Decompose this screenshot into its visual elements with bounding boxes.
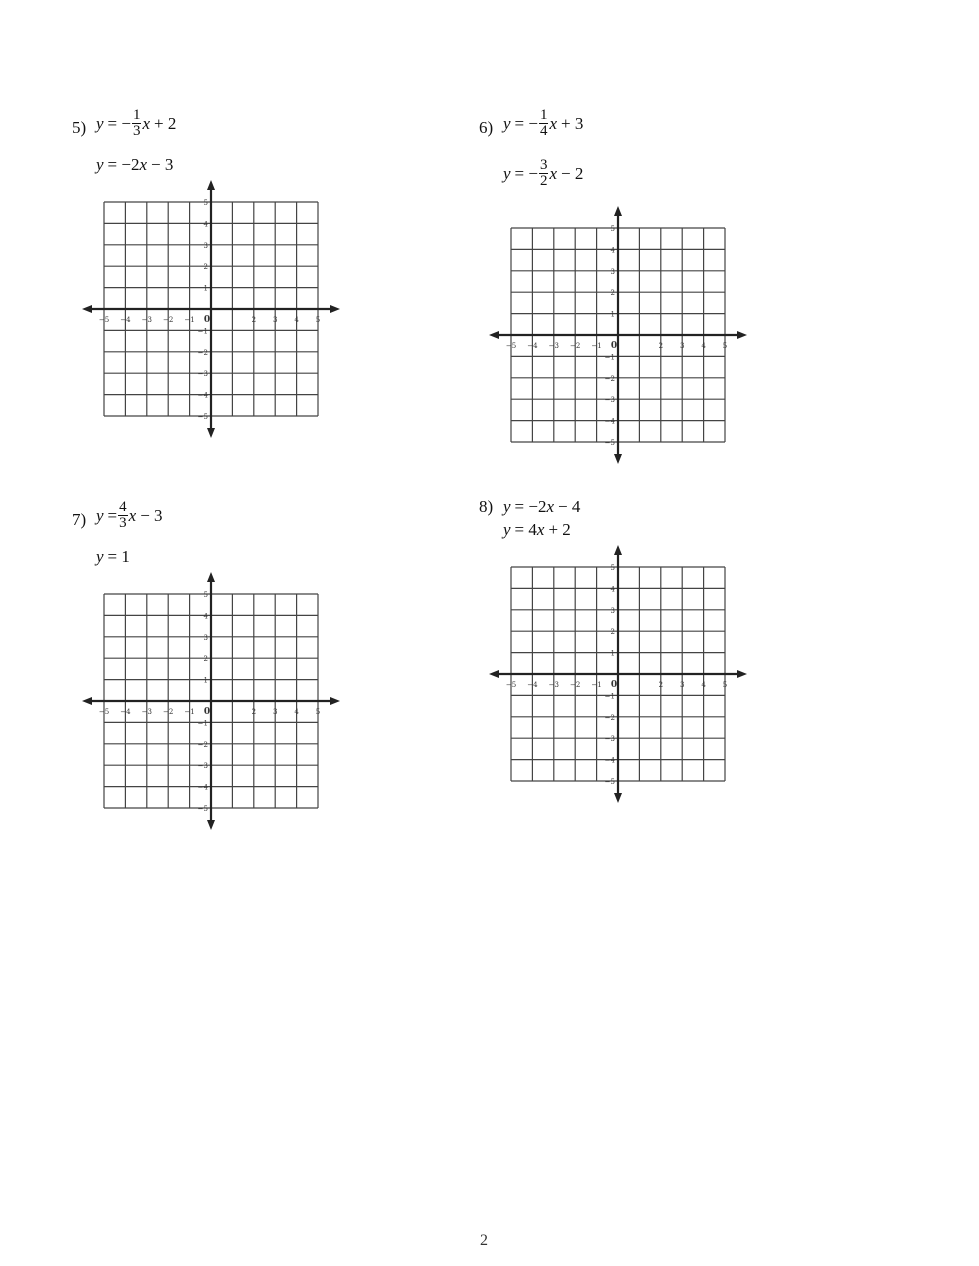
coordinate-grid-8[interactable] bbox=[487, 543, 751, 807]
eq-rest: = 1 bbox=[107, 547, 130, 566]
y-tick-label: 3 bbox=[203, 633, 208, 642]
equation-1 bbox=[503, 108, 583, 139]
y-tick-label: −1 bbox=[604, 353, 615, 362]
x-tick-label: 3 bbox=[272, 316, 278, 324]
y-tick-label: 4 bbox=[203, 220, 208, 229]
x-tick-label: −3 bbox=[141, 316, 152, 324]
eq-var: x bbox=[549, 164, 558, 183]
arrow-up-icon bbox=[207, 572, 215, 582]
eq-var: x bbox=[549, 114, 558, 133]
eq-lhs: y bbox=[96, 155, 104, 174]
x-tick-label: 2 bbox=[658, 681, 664, 689]
x-tick-label: 5 bbox=[722, 342, 728, 350]
y-tick-label: −5 bbox=[197, 805, 208, 813]
y-tick-label: 2 bbox=[203, 263, 208, 272]
x-tick-label: −4 bbox=[527, 681, 538, 689]
y-tick-label: 1 bbox=[610, 310, 615, 319]
x-tick-label: −5 bbox=[98, 708, 110, 716]
x-tick-label: −5 bbox=[505, 681, 517, 689]
fraction-numerator: 3 bbox=[539, 157, 548, 173]
eq-var: x bbox=[546, 497, 555, 516]
eq-sign: = − bbox=[107, 114, 131, 133]
y-tick-label: −2 bbox=[197, 740, 208, 749]
y-tick-label: −4 bbox=[604, 756, 615, 765]
arrow-left-icon bbox=[82, 305, 92, 313]
x-tick-label: −1 bbox=[184, 708, 195, 716]
arrow-left-icon bbox=[489, 331, 499, 339]
eq-rest: − 3 bbox=[140, 506, 163, 525]
x-tick-label: −4 bbox=[120, 708, 131, 716]
y-tick-label: 5 bbox=[203, 591, 208, 599]
equation-2 bbox=[96, 156, 173, 173]
y-tick-label: −3 bbox=[197, 370, 208, 379]
eq-sign: = − bbox=[514, 164, 538, 183]
y-tick-label: 2 bbox=[610, 289, 615, 298]
x-tick-label: 2 bbox=[251, 316, 257, 324]
x-tick-label: −2 bbox=[570, 681, 581, 689]
y-tick-label: −3 bbox=[604, 735, 615, 744]
y-tick-label: −5 bbox=[604, 778, 615, 786]
arrow-right-icon bbox=[330, 305, 340, 313]
equation-2 bbox=[96, 548, 130, 565]
eq-tail: − 3 bbox=[151, 155, 174, 174]
y-tick-label: 3 bbox=[203, 241, 208, 250]
y-tick-label: 5 bbox=[610, 225, 615, 233]
x-tick-label: 2 bbox=[251, 708, 257, 716]
y-tick-label: −5 bbox=[604, 439, 615, 447]
y-tick-label: −5 bbox=[197, 413, 208, 421]
eq-tail: − 4 bbox=[558, 497, 581, 516]
y-tick-label: 2 bbox=[203, 655, 208, 664]
x-tick-label: −4 bbox=[527, 342, 538, 350]
x-tick-label: 4 bbox=[701, 342, 706, 350]
x-tick-label: 3 bbox=[679, 342, 685, 350]
x-tick-label: −3 bbox=[548, 342, 559, 350]
arrow-up-icon bbox=[207, 180, 215, 190]
x-tick-label: −1 bbox=[591, 681, 602, 689]
problem-number: 7) bbox=[72, 510, 87, 529]
y-tick-label: 3 bbox=[610, 267, 615, 276]
x-tick-label: −4 bbox=[120, 316, 131, 324]
x-tick-label: −5 bbox=[98, 316, 110, 324]
eq-rest: = 4 bbox=[514, 520, 537, 539]
coordinate-grid-6[interactable] bbox=[487, 204, 751, 468]
problem-number: 6) bbox=[479, 118, 494, 137]
fraction bbox=[132, 108, 142, 139]
arrow-down-icon bbox=[614, 454, 622, 464]
eq-sign: = bbox=[107, 506, 118, 525]
y-tick-label: 5 bbox=[203, 199, 208, 207]
eq-lhs: y bbox=[96, 547, 104, 566]
arrow-up-icon bbox=[614, 206, 622, 216]
eq-lhs: y bbox=[96, 114, 104, 133]
eq-var: x bbox=[536, 520, 545, 539]
y-tick-label: −4 bbox=[197, 391, 208, 400]
x-tick-label: 0 bbox=[610, 341, 618, 351]
x-tick-label: 5 bbox=[722, 681, 728, 689]
x-tick-label: −1 bbox=[591, 342, 602, 350]
eq-rest: + 2 bbox=[154, 114, 177, 133]
eq-rest: − 2 bbox=[561, 164, 584, 183]
x-tick-label: 5 bbox=[315, 316, 321, 324]
y-tick-label: −1 bbox=[604, 692, 615, 701]
fraction bbox=[118, 500, 128, 531]
y-tick-label: 1 bbox=[203, 676, 208, 685]
eq-lhs: y bbox=[503, 164, 511, 183]
x-tick-label: −2 bbox=[163, 708, 174, 716]
arrow-down-icon bbox=[614, 793, 622, 803]
page-number: 2 bbox=[480, 1232, 488, 1249]
x-tick-label: 0 bbox=[203, 315, 211, 325]
y-tick-label: 5 bbox=[610, 564, 615, 572]
eq-tail: + 2 bbox=[548, 520, 571, 539]
x-tick-label: −2 bbox=[570, 342, 581, 350]
x-tick-label: 0 bbox=[610, 680, 618, 690]
eq-rest: + 3 bbox=[561, 114, 584, 133]
y-tick-label: −4 bbox=[604, 417, 615, 426]
eq-lhs: y bbox=[503, 114, 511, 133]
x-tick-label: −3 bbox=[141, 708, 152, 716]
eq-lhs: y bbox=[96, 506, 104, 525]
fraction-numerator: 4 bbox=[119, 499, 127, 515]
coordinate-grid-5[interactable] bbox=[80, 178, 344, 442]
y-tick-label: −2 bbox=[604, 374, 615, 383]
arrow-right-icon bbox=[737, 331, 747, 339]
arrow-right-icon bbox=[737, 670, 747, 678]
y-tick-label: 1 bbox=[610, 649, 615, 658]
x-tick-label: 0 bbox=[203, 707, 211, 717]
eq-lhs: y bbox=[503, 497, 511, 516]
fraction-numerator: 1 bbox=[539, 107, 548, 123]
x-tick-label: 4 bbox=[701, 681, 706, 689]
eq-var: x bbox=[128, 506, 137, 525]
fraction bbox=[539, 108, 549, 139]
y-tick-label: 3 bbox=[610, 606, 615, 615]
y-tick-label: 4 bbox=[203, 612, 208, 621]
arrow-left-icon bbox=[82, 697, 92, 705]
x-tick-label: 3 bbox=[679, 681, 685, 689]
equation-2 bbox=[503, 158, 583, 189]
equation-1 bbox=[96, 108, 176, 139]
eq-sign: = − bbox=[514, 114, 538, 133]
y-tick-label: −3 bbox=[604, 396, 615, 405]
fraction-denominator: 3 bbox=[119, 515, 127, 531]
arrow-right-icon bbox=[330, 697, 340, 705]
y-tick-label: −2 bbox=[197, 348, 208, 357]
y-tick-label: 4 bbox=[610, 246, 615, 255]
fraction-denominator: 4 bbox=[539, 123, 548, 139]
x-tick-label: −2 bbox=[163, 316, 174, 324]
y-tick-label: 4 bbox=[610, 585, 615, 594]
y-tick-label: −1 bbox=[197, 327, 208, 336]
x-tick-label: 2 bbox=[658, 342, 664, 350]
equation-1 bbox=[96, 500, 163, 531]
problem-number: 8) bbox=[479, 497, 494, 516]
arrow-up-icon bbox=[614, 545, 622, 555]
eq-rest: = −2 bbox=[514, 497, 547, 516]
fraction-numerator: 1 bbox=[132, 107, 141, 123]
arrow-left-icon bbox=[489, 670, 499, 678]
y-tick-label: −4 bbox=[197, 783, 208, 792]
x-tick-label: −1 bbox=[184, 316, 195, 324]
y-tick-label: −3 bbox=[197, 762, 208, 771]
coordinate-grid-7[interactable] bbox=[80, 570, 344, 834]
x-tick-label: −3 bbox=[548, 681, 559, 689]
fraction-denominator: 2 bbox=[539, 173, 548, 189]
fraction-denominator: 3 bbox=[132, 123, 141, 139]
equation-2 bbox=[503, 521, 571, 538]
y-tick-label: 2 bbox=[610, 628, 615, 637]
x-tick-label: 4 bbox=[294, 316, 299, 324]
eq-var: x bbox=[139, 155, 148, 174]
x-tick-label: −5 bbox=[505, 342, 517, 350]
eq-var: x bbox=[142, 114, 151, 133]
eq-rest: = −2 bbox=[107, 155, 140, 174]
y-tick-label: −1 bbox=[197, 719, 208, 728]
x-tick-label: 4 bbox=[294, 708, 299, 716]
equation-1 bbox=[503, 498, 580, 515]
arrow-down-icon bbox=[207, 820, 215, 830]
fraction bbox=[539, 158, 549, 189]
x-tick-label: 3 bbox=[272, 708, 278, 716]
y-tick-label: 1 bbox=[203, 284, 208, 293]
eq-lhs: y bbox=[503, 520, 511, 539]
x-tick-label: 5 bbox=[315, 708, 321, 716]
arrow-down-icon bbox=[207, 428, 215, 438]
y-tick-label: −2 bbox=[604, 713, 615, 722]
problem-number: 5) bbox=[72, 118, 87, 137]
